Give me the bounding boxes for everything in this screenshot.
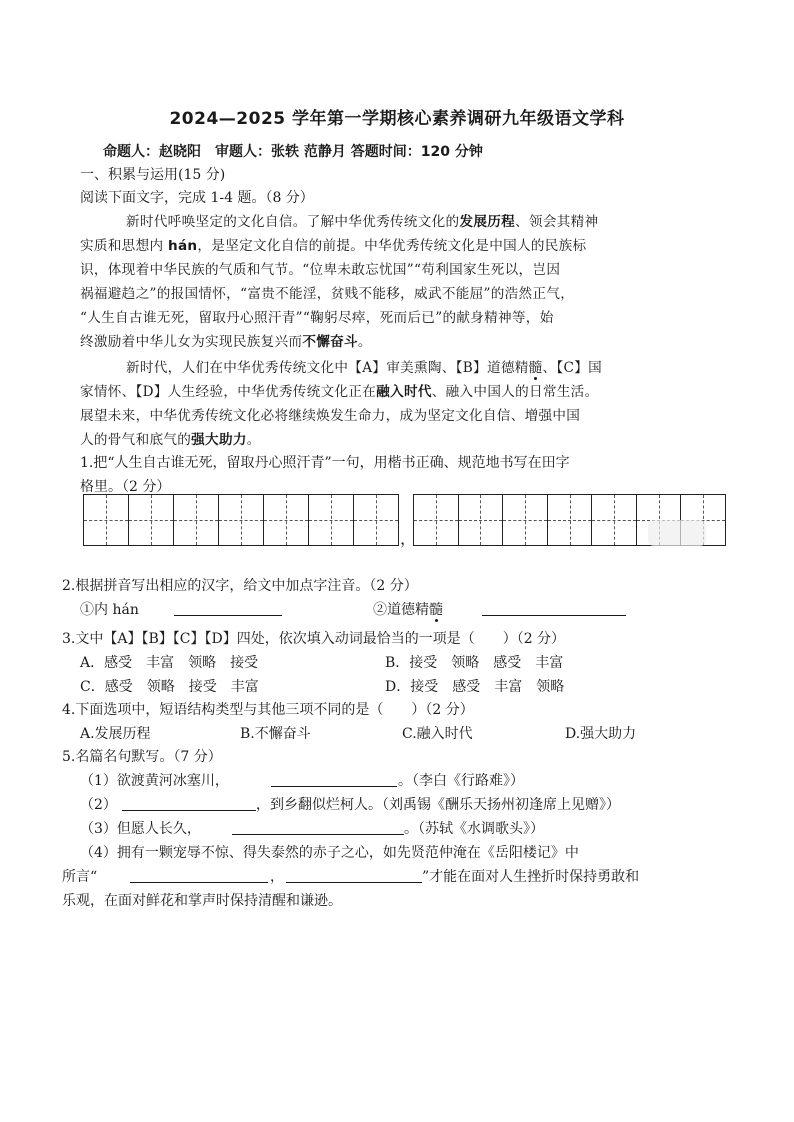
passage-line: 展望未来，中华优秀传统文化必将继续焕发生命力，成为坚定文化自信、增强中国 [80,408,581,424]
question-3-option-d[interactable]: D．接受 感受 丰富 领略 [385,679,565,695]
scan-smudge [648,520,706,546]
recite-4-line1: （4）拥有一颗宠辱不惊、得失泰然的赤子之心，如先贤范仲淹在《岳阳楼记》中 [80,845,579,861]
recite-4-line3: 乐观，在面对鲜花和掌声时保持清醒和谦逊。 [62,893,342,909]
passage-text: 。 [246,432,261,448]
recite-1-source: 。（李白《行路难》） [398,773,524,789]
question-3-option-b[interactable]: B．接受 领略 感受 丰富 [385,655,564,671]
grid-cell[interactable] [174,495,219,545]
passage-line [126,356,602,376]
grid-cell[interactable] [309,495,354,545]
grid-cell[interactable] [129,495,174,545]
recite-4-blank-2[interactable] [286,868,422,883]
passage-text: 实质和思想内 [80,238,168,254]
passage-text: 终激励着中华儿女为实现民族复兴而 [80,334,303,350]
recite-2-prefix: （2） [80,797,117,813]
section-heading: 一、积累与运用(15 分) [80,167,226,183]
question-4-option-c[interactable]: C.融入时代 [402,726,473,742]
recite-3-prefix: （3）但愿人长久， [80,821,201,837]
grid-comma: ， [400,529,417,548]
grid-cell[interactable] [459,495,504,545]
question-1-stem: 1.把“人生自古谁无死，留取丹心照汗青”一句，用楷书正确、规范地书写在田字 [80,455,570,471]
passage-text: ，是坚定文化自信的前提。中华优秀传统文化是中国人的民族标 [197,238,587,254]
passage-line [80,330,372,350]
recite-2-source: ，到乡翻似烂柯人。（刘禹锡《酬乐天扬州初逢席上见赠》） [256,797,620,813]
passage-text: 家情怀、【D】人生经验，中华优秀传统文化正在 [80,384,377,400]
pinyin-han: hán [167,238,198,254]
passage-text: 新时代呼唤坚定的文化自信。了解中华优秀传统文化的 [126,214,460,230]
question-4-option-d[interactable]: D.强大助力 [565,726,637,742]
question-2-stem: 2.根据拼音写出相应的汉字，给文中加点字注音。（2 分） [62,578,418,594]
recite-3-source: 。（苏轼《水调歌头》） [404,821,544,837]
grid-cell[interactable] [503,495,548,545]
item-a-label: ①内 hán [80,602,139,618]
reading-instruction: 阅读下面文字，完成 1-4 题。（8 分） [80,190,314,206]
keyword-rongrushidai: 融入时代 [376,384,432,400]
passage-text: 、融入中国人的日常生活。 [431,384,599,400]
keyword-buxiefendou: 不懈奋斗 [302,334,358,350]
passage-line: “人生自古谁无死，留取丹心照汗青”“鞠躬尽瘁，死而后已”的献身精神等，始 [80,310,554,326]
question-3-option-c[interactable]: C．感受 领略 接受 丰富 [80,679,259,695]
item-b-label: ②道德精 [373,602,429,618]
passage-text: 、领会其精神 [515,214,599,230]
dotted-char-sui: 髓 [429,602,443,618]
grid-cell[interactable] [84,495,129,545]
recite-4-prefix: 所言“ [62,869,98,885]
question-4-option-a[interactable]: A.发展历程 [80,726,151,742]
recite-4-suffix: ”才能在面对人生挫折时保持勇敢和 [422,869,640,885]
passage-line [80,380,598,400]
question-4-option-b[interactable]: B.不懈奋斗 [240,726,311,742]
recite-1-blank[interactable] [271,772,397,787]
grid-cell[interactable] [354,495,398,545]
answer-blank-a[interactable] [174,601,282,616]
passage-line: 识，体现着中华民族的气质和气节。“位卑未敢忘忧国”“苟利国家生死以，岂因 [80,262,561,278]
recite-4-blank-1[interactable] [130,868,268,883]
exam-meta: 命题人：赵晓阳 审题人：张轶 范静月 答题时间：120 分钟 [103,144,483,160]
grid-cell[interactable] [548,495,593,545]
answer-blank-b[interactable] [482,601,626,616]
keyword-qiangdazhuli: 强大助力 [191,432,247,448]
passage-text: 。 [357,334,372,350]
question-1-stem-cont: 格里。（2 分） [80,479,171,495]
question-2-item-b [373,599,443,619]
recite-4-comma: ， [270,869,284,885]
passage-text: 人的骨气和底气的 [80,432,192,448]
passage-line [126,210,598,230]
exam-title: 2024—2025 学年第一学期核心素养调研九年级语文学科 [169,109,625,129]
passage-line: 祸福避趋之”的报国情怀，“富贵不能淫，贫贱不能移，威武不能屈”的浩然正气， [80,286,575,302]
question-2-item-a [80,599,139,619]
passage-line [80,428,261,448]
grid-cell[interactable] [264,495,309,545]
dotted-char-sui: 髓 [528,360,543,376]
question-3-stem: 3.文中【A】【B】【C】【D】四处，依次填入动词最恰当的一项是（ ）（2 分） [62,631,566,647]
recite-1-prefix: （1）欲渡黄河冰塞川， [80,773,229,789]
grid-cell[interactable] [414,495,459,545]
question-4-stem: 4.下面选项中，短语结构类型与其他三项不同的是（ ）（2 分） [62,702,474,718]
tianzi-grid-left[interactable] [83,494,399,546]
keyword-fazhanlicheng: 发展历程 [459,214,516,230]
passage-line [80,234,586,254]
recite-2-blank[interactable] [122,796,256,811]
passage-text: 、【C】国 [542,360,603,376]
recite-3-blank[interactable] [232,820,404,835]
passage-text: 新时代，人们在中华优秀传统文化中【A】审美熏陶、【B】道德精 [126,360,529,376]
grid-cell[interactable] [219,495,264,545]
grid-cell[interactable] [592,495,637,545]
question-3-option-a[interactable]: A．感受 丰富 领略 接受 [80,655,259,671]
question-5-stem: 5.名篇名句默写。（7 分） [62,749,222,765]
